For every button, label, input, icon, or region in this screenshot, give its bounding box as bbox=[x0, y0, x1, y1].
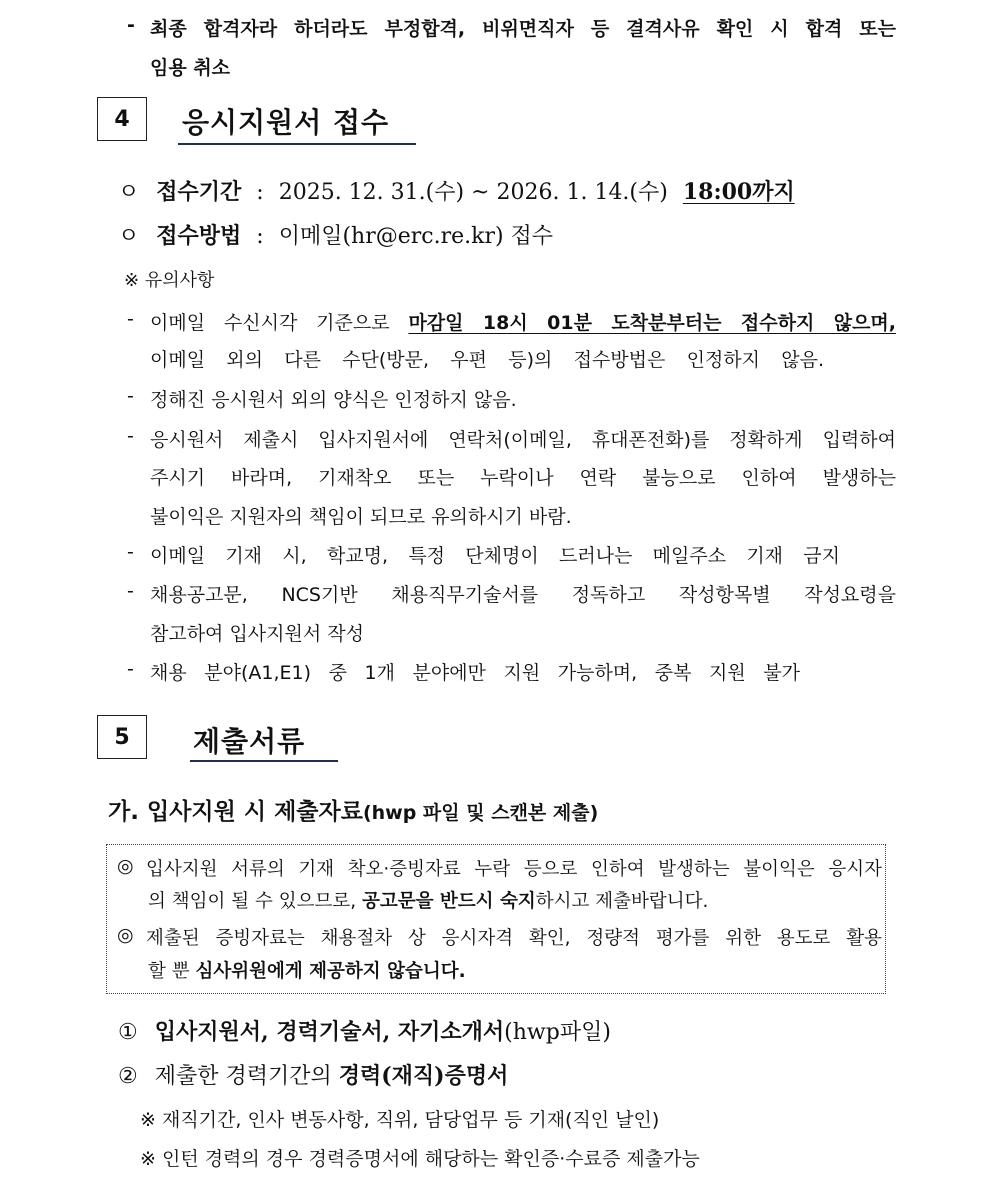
reception-method-value: 이메일(hr@erc.re.kr) 접수 bbox=[278, 224, 554, 249]
double-circle-icon: ◎ bbox=[117, 924, 134, 946]
note-3-line-1: 응시원서 제출시 입사지원서에 연락처(이메일, 휴대폰전화)를 정확하게 입력하여 bbox=[150, 429, 896, 451]
doc-item-2-title: 경력(재직)증명서 bbox=[338, 1063, 509, 1089]
caution-p1-line-1: 입사지원 서류의 기재 착오·증빙자료 누락 등으로 인하여 발생하는 불이익은 응시자 bbox=[146, 859, 882, 880]
caution-p2-emphasis: 심사위원에게 제공하지 않습니다. bbox=[195, 961, 466, 982]
dash-marker: - bbox=[127, 541, 134, 563]
doc-item-1-format: (hwp파일) bbox=[504, 1020, 611, 1045]
notice-title: ※ 유의사항 bbox=[124, 270, 215, 291]
reception-method-label: 접수방법 bbox=[156, 223, 242, 249]
caution-p2-line-2 bbox=[148, 957, 992, 983]
colon: : bbox=[256, 180, 264, 205]
note-6: 채용 분야(A1,E1) 중 1개 분야에만 지원 가능하며, 중복 지원 불가 bbox=[150, 662, 800, 684]
doc-remark-1: ※ 재직기간, 인사 변동사항, 직위, 담당업무 등 기재(직인 날인) bbox=[140, 1109, 660, 1131]
circled-number-1: ① bbox=[118, 1020, 138, 1045]
dash-marker: - bbox=[127, 658, 134, 680]
doc-remark-2: ※ 인턴 경력의 경우 경력증명서에 해당하는 확인증·수료증 제출가능 bbox=[140, 1148, 700, 1170]
section-title: 응시지원서 접수 bbox=[182, 106, 390, 139]
dash-marker: - bbox=[127, 580, 134, 602]
reception-period-label: 접수기간 bbox=[156, 179, 242, 205]
reception-deadline: 18:00까지 bbox=[682, 179, 795, 205]
note-3-line-3: 불이익은 지원자의 책임이 되므로 유의하시기 바람. bbox=[150, 506, 572, 528]
reception-method-row bbox=[118, 219, 553, 250]
caution-p2-line-1: 제출된 증빙자료는 채용절차 상 응시자격 확인, 정량적 평가를 위한 용도로 활용 bbox=[146, 928, 882, 949]
subheading-paren: (hwp 파일 및 스캔본 제출) bbox=[362, 802, 599, 824]
top-note-line-1: 최종 합격자라 하더라도 부정합격, 비위면직자 등 결격사유 확인 시 합격 또는 bbox=[150, 18, 896, 40]
note-5-line-2: 참고하여 입사지원서 작성 bbox=[150, 623, 364, 645]
caution-p1-text: 의 책임이 될 수 있으므로, bbox=[148, 891, 362, 912]
section-number-box: 4 bbox=[97, 97, 147, 141]
note-1-line-2: 이메일 외의 다른 수단(방문, 우편 등)의 접수방법은 인정하지 않음. bbox=[150, 349, 824, 371]
caution-p2-text: 할 뿐 bbox=[148, 961, 196, 982]
note-1-line-1 bbox=[150, 308, 896, 335]
note-4: 이메일 기재 시, 학교명, 특정 단체명이 드러나는 메일주소 기재 금지 bbox=[150, 545, 840, 567]
circled-number-2: ② bbox=[118, 1064, 138, 1089]
section-title-underline bbox=[190, 760, 338, 762]
doc-item-1 bbox=[118, 1015, 611, 1046]
doc-item-1-title: 입사지원서, 경력기술서, 자기소개서 bbox=[154, 1019, 505, 1045]
doc-item-2 bbox=[118, 1059, 508, 1090]
note-1-text: 이메일 수신시각 기준으로 bbox=[150, 312, 409, 334]
subheading-ga bbox=[108, 793, 598, 826]
dash-marker: - bbox=[127, 385, 134, 407]
subheading-main: 가. 입사지원 시 제출자료 bbox=[108, 799, 363, 825]
dash-marker: - bbox=[127, 308, 134, 330]
caution-p1-line-2 bbox=[148, 887, 992, 913]
colon: : bbox=[256, 224, 264, 249]
bullet-circle: ㅇ bbox=[118, 180, 140, 205]
double-circle-icon: ◎ bbox=[117, 855, 134, 877]
dash-marker: - bbox=[127, 14, 135, 36]
note-1-deadline-emphasis: 마감일 18시 01분 도착분부터는 접수하지 않으며, bbox=[408, 312, 897, 334]
note-3-line-2: 주시기 바라며, 기재착오 또는 누락이나 연락 불능으로 인하여 발생하는 bbox=[150, 467, 896, 489]
note-2: 정해진 응시원서 외의 양식은 인정하지 않음. bbox=[150, 389, 517, 411]
dash-marker: - bbox=[127, 425, 134, 447]
top-note-line-2: 임용 취소 bbox=[150, 57, 231, 79]
section-title: 제출서류 bbox=[193, 725, 306, 758]
reception-period-value: 2025. 12. 31.(수) ~ 2026. 1. 14.(수) bbox=[278, 180, 668, 205]
caution-p1-emphasis: 공고문을 반드시 숙지 bbox=[362, 891, 536, 912]
reception-period-row bbox=[118, 175, 795, 206]
section-title-underline bbox=[178, 143, 416, 145]
section-number-box: 5 bbox=[97, 715, 147, 759]
caution-p1-tail: 하시고 제출바랍니다. bbox=[535, 891, 709, 912]
note-5-line-1: 채용공고문, NCS기반 채용직무기술서를 정독하고 작성항목별 작성요령을 bbox=[150, 584, 896, 606]
doc-item-2-text: 제출한 경력기간의 bbox=[154, 1064, 339, 1089]
bullet-circle: ㅇ bbox=[118, 224, 140, 249]
